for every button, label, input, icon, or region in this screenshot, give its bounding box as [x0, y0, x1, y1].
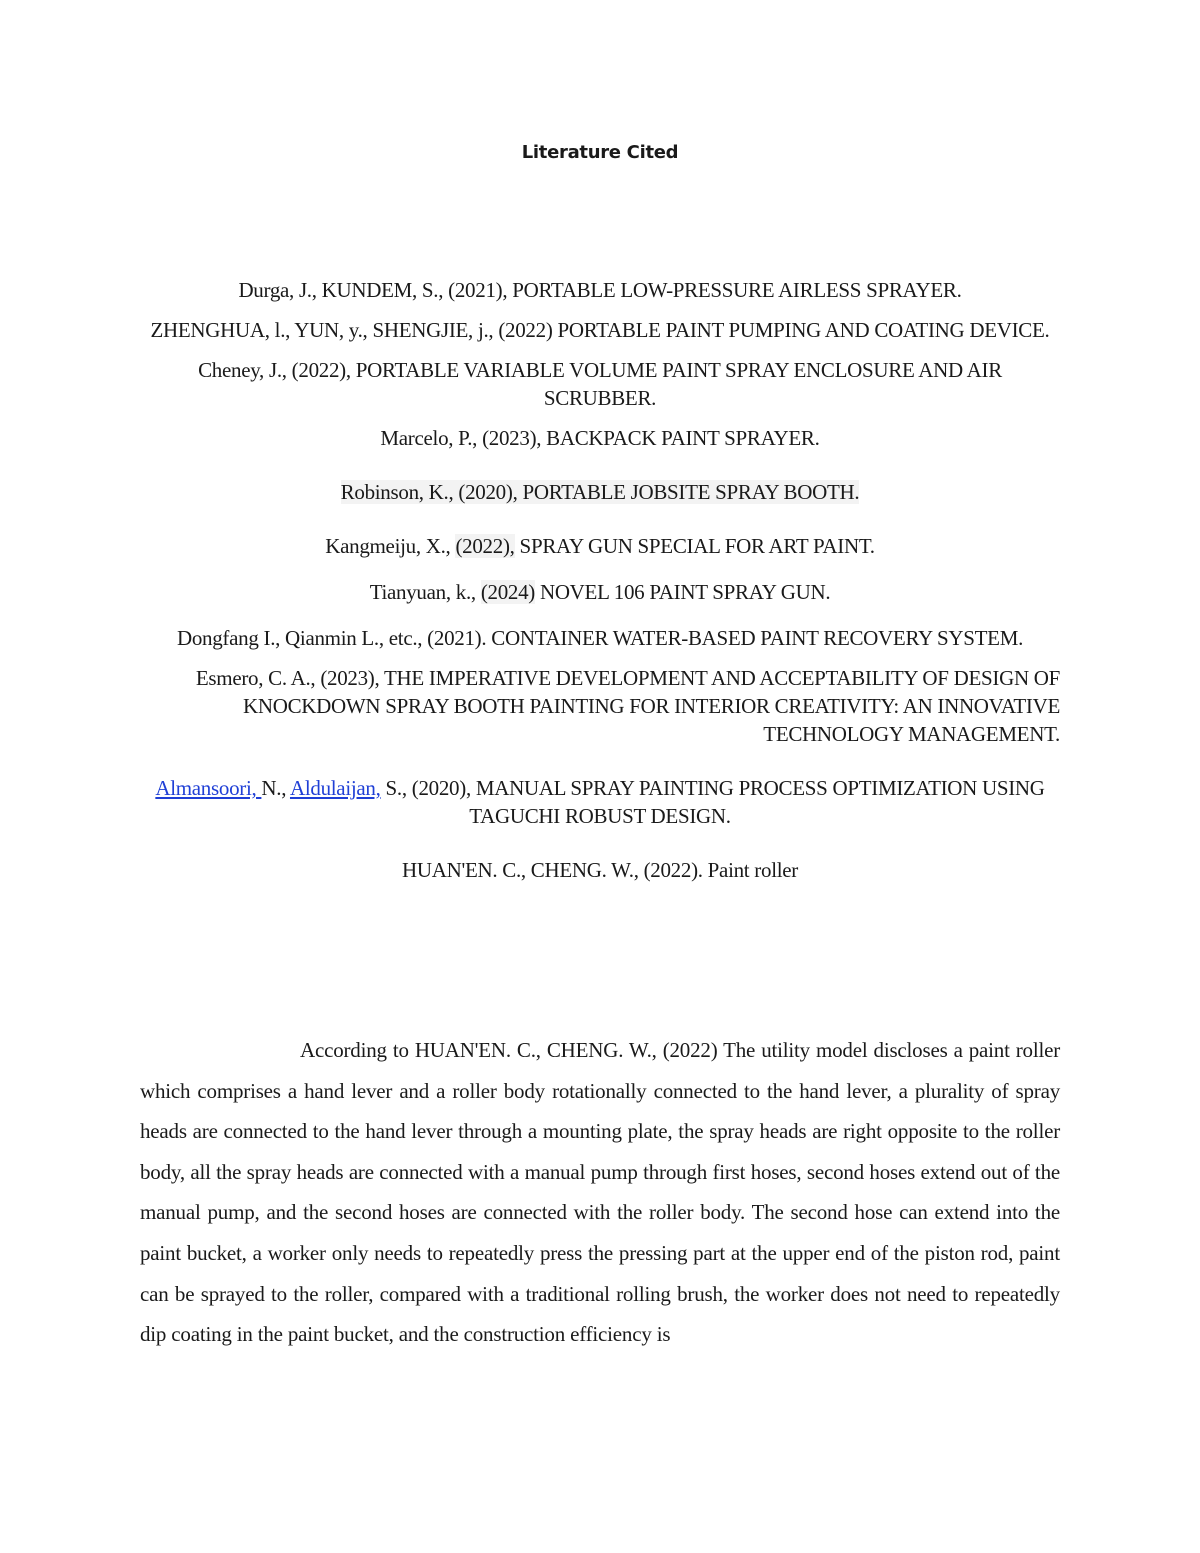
- reference-text: SPRAY GUN SPECIAL FOR ART PAINT.: [514, 534, 875, 558]
- reference-entry: [140, 316, 1060, 344]
- reference-entry: [140, 664, 1060, 748]
- reference-entry: [140, 532, 1060, 560]
- reference-text: S., (2020), MANUAL SPRAY PAINTING PROCESS OPTIMIZATION USING TAGUCHI ROBUST DESIGN.: [380, 776, 1045, 828]
- author-link-almansoori[interactable]: Almansoori,: [155, 776, 262, 800]
- reference-entry: [140, 424, 1060, 452]
- author-link-aldulaijan[interactable]: Aldulaijan,: [289, 776, 381, 800]
- reference-entry: [140, 624, 1060, 652]
- reference-text: N.,: [261, 776, 290, 800]
- reference-text: Cheney, J., (2022), PORTABLE VARIABLE VOLUME PAINT SPRAY ENCLOSURE AND AIR SCRUBBER.: [198, 358, 1002, 410]
- reference-text: Durga, J., KUNDEM, S., (2021), PORTABLE LOW-PRESSURE AIRLESS SPRAYER.: [238, 278, 962, 302]
- reference-entry: [140, 774, 1060, 830]
- reference-entry: [140, 276, 1060, 304]
- reference-text: Tianyuan, k.,: [369, 580, 481, 604]
- reference-list: [140, 276, 1060, 884]
- reference-entry: [140, 356, 1060, 412]
- reference-text-highlighted: Robinson, K., (2020), PORTABLE JOBSITE SPRAY BOOTH.: [340, 480, 860, 504]
- reference-entry: [140, 478, 1060, 506]
- reference-text: HUAN'EN. C., CHENG. W., (2022). Paint roller: [402, 858, 798, 882]
- reference-year-highlighted: (2024): [480, 580, 535, 604]
- body-paragraph: According to HUAN'EN. C., CHENG. W., (2022) The utility model discloses a paint roller which comprises a hand lever and a roller body rotationally connected to the hand lever, a plurality of spray heads are connected to the hand lever through a mounting plate, the spray heads are right opposite to the roller body, all the spray heads are connected with a manual pump through first hoses, second hoses extend out of the manual pump, and the second hoses are connected with the roller body. The second hose can extend into the paint bucket, a worker only needs to repeatedly press the pressing part at the upper end of the piston rod, paint can be sprayed to the roller, compared with a traditional rolling brush, the worker does not need to repeatedly dip coating in the paint bucket, and the construction efficiency is: [140, 1038, 1060, 1347]
- reference-text: NOVEL 106 PAINT SPRAY GUN.: [535, 580, 831, 604]
- page-title: Literature Cited: [521, 142, 679, 163]
- reference-text: Dongfang I., Qianmin L., etc., (2021). CONTAINER WATER-BASED PAINT RECOVERY SYSTEM.: [176, 626, 1024, 650]
- reference-text: ZHENGHUA, l., YUN, y., SHENGJIE, j., (2022) PORTABLE PAINT PUMPING AND COATING DEVICE.: [150, 318, 1050, 342]
- reference-entry: [140, 578, 1060, 606]
- reference-text: Kangmeiju, X.,: [325, 534, 456, 558]
- reference-text: Marcelo, P., (2023), BACKPACK PAINT SPRAYER.: [380, 426, 820, 450]
- reference-entry: [140, 856, 1060, 884]
- reference-text: Esmero, C. A., (2023), THE IMPERATIVE DEVELOPMENT AND ACCEPTABILITY OF DESIGN OF KNOCKDOWN SPRAY BOOTH PAINTING FOR INTERIOR CREATIVITY: AN INNOVATIVE TECHNOLOGY MANAGEMENT.: [195, 666, 1060, 746]
- reference-year-highlighted: (2022),: [455, 534, 515, 558]
